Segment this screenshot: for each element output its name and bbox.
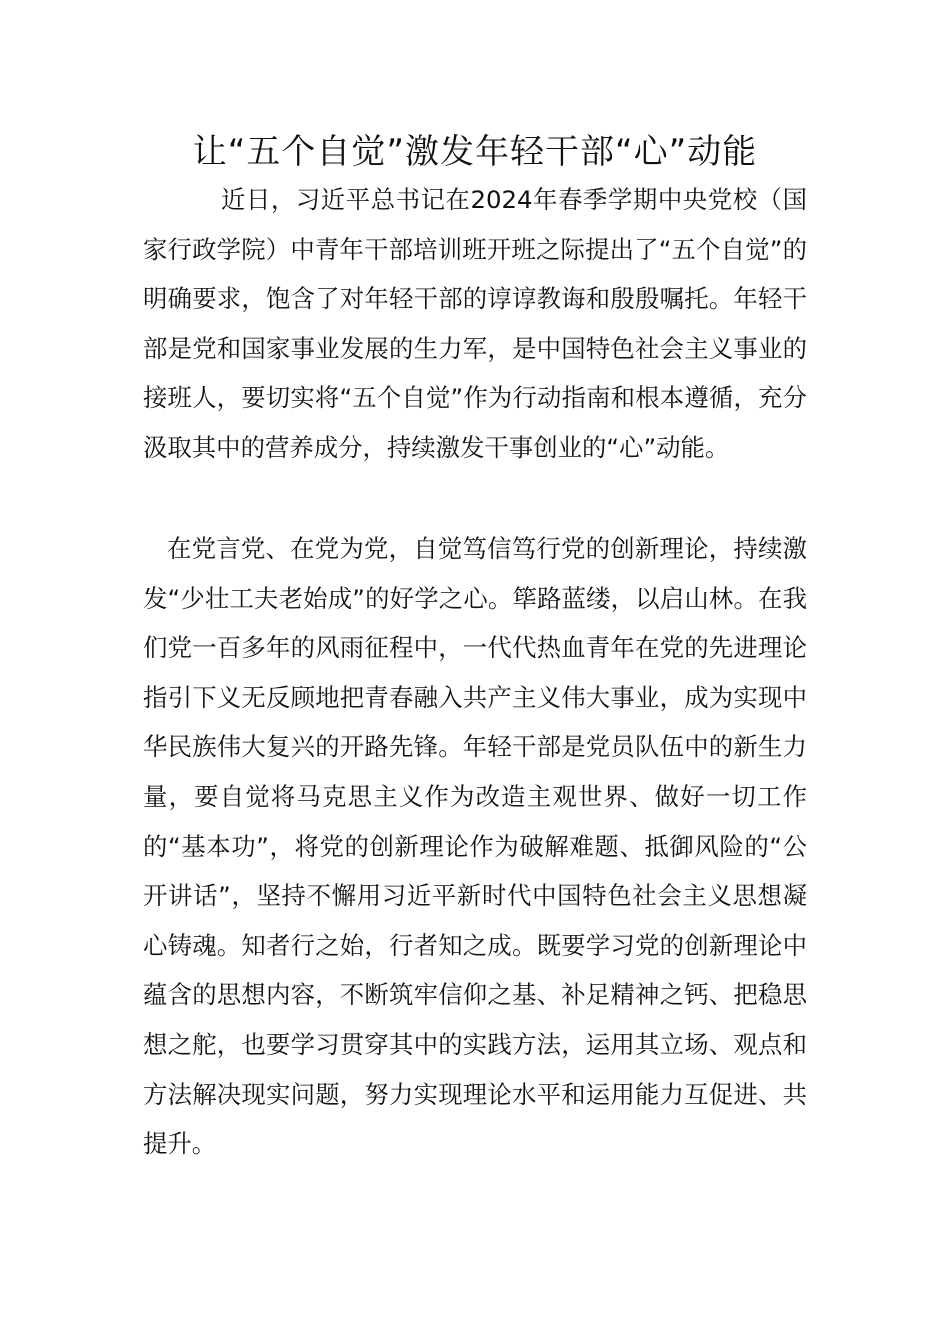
paragraph-intro: 近日，习近平总书记在2024年春季学期中央党校（国家行政学院）中青年干部培训班开班之际提出了“五个自觉”的明确要求，饱含了对年轻干部的谆谆教诲和殷殷嘱托。年轻干部是党和国家事业发展的生力军，是中国特色社会主义事业的接班人，要切实将“五个自觉”作为行动指南和根本遵循，充分汲取其中的营养成分，持续激发干事创业的“心”动能。	[143, 185, 807, 462]
document-title: 让“五个自觉”激发年轻干部“心”动能	[192, 132, 758, 172]
paragraph-theory-study: 在党言党、在党为党，自觉笃信笃行党的创新理论，持续激发“少壮工夫老始成”的好学之心。筚路蓝缕，以启山林。在我们党一百多年的风雨征程中，一代代热血青年在党的先进理论指引下义无反顾地把青春融入共产主义伟大事业，成为实现中华民族伟大复兴的开路先锋。年轻干部是党员队伍中的新生力量，要自觉将马克思主义作为改造主观世界、做好一切工作的“基本功”，将党的创新理论作为破解难题、抵御风险的“公开讲话”，坚持不懈用习近平新时代中国特色社会主义思想凝心铸魂。知者行之始，行者知之成。既要学习党的创新理论中蕴含的思想内容，不断筑牢信仰之基、补足精神之钙、把稳思想之舵，也要学习贯穿其中的实践方法，运用其立场、观点和方法解决现实问题，努力实现理论水平和运用能力互促进、共提升。	[143, 534, 807, 1159]
